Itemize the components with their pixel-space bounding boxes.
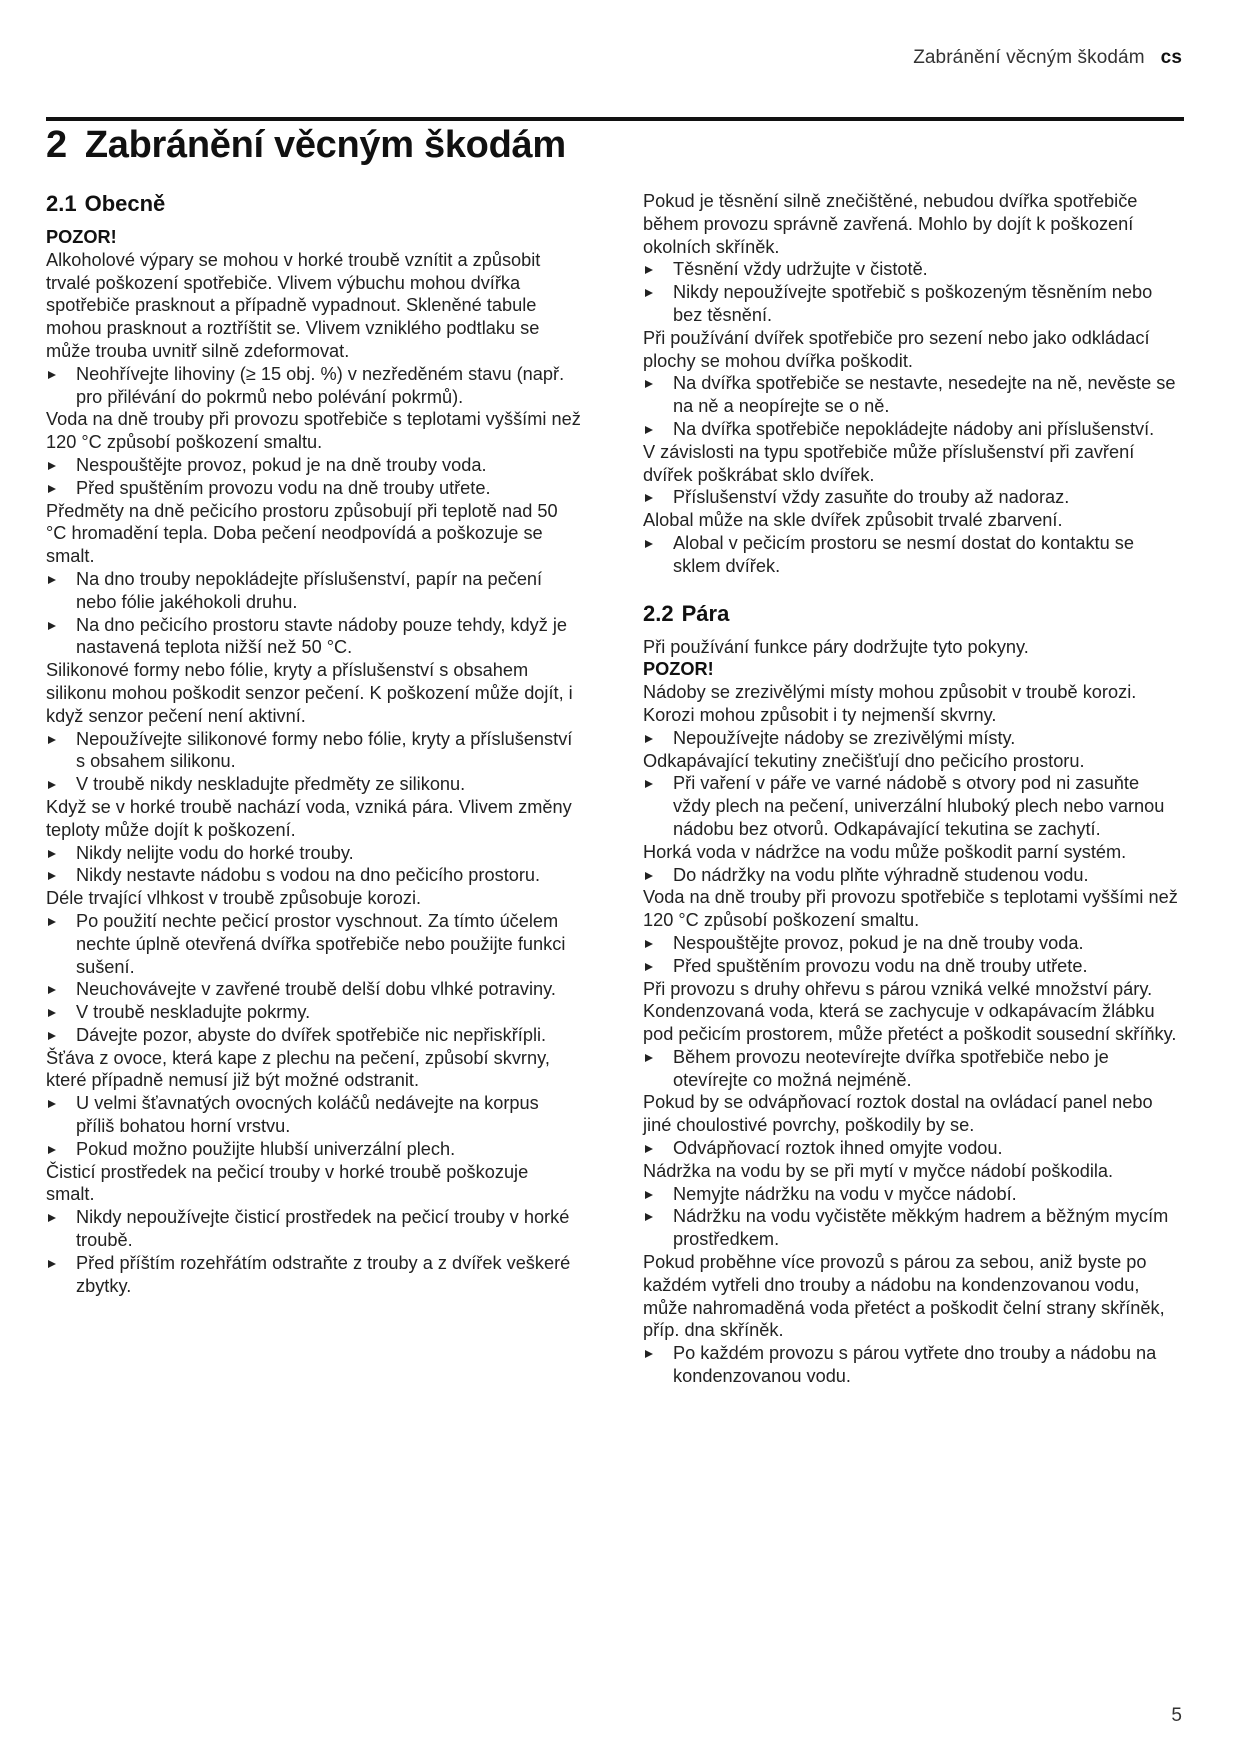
instruction-item: Při vaření v páře ve varné nádobě s otvory pod ni zasuňte vždy plech na pečení, univerzální hluboký plech nebo varnou nádobu bez otvorů. Odkapávající tekutina se zachytí. [643,772,1178,840]
running-header-title: Zabránění věcným škodám [913,47,1145,68]
instruction-item: Nikdy nelijte vodu do horké trouby. [46,842,581,865]
body-paragraph: Alkoholové výpary se mohou v horké troubě vznítit a způsobit trvalé poškození spotřebiče. Vlivem výbuchu mohou dvířka spotřebiče prasknout a případně vypadnout. Skleněné tabule mohou prasknout a roztříštit se. Vlivem vzniklého podtlaku se může trouba uvnitř silně zdeformovat. [46,249,541,361]
section-title-general [46,190,581,218]
instruction-item: Nepoužívejte silikonové formy nebo fólie, kryty a příslušenství s obsahem silikonu. [46,728,581,774]
instruction-list [46,568,581,659]
instruction-item: Nikdy nepoužívejte čisticí prostředek na pečicí trouby v horké troubě. [46,1206,581,1252]
instruction-list [643,864,1178,887]
body-paragraph: Silikonové formy nebo fólie, kryty a příslušenství s obsahem silikonu mohou poškodit senzor pečení. K poškození může dojít, i když senzor pečení není aktivní. [46,660,573,726]
instruction-list [643,1183,1178,1251]
instruction-list [643,727,1178,750]
instruction-item: Před spuštěním provozu vodu na dně trouby utřete. [46,477,581,500]
general-right-body [643,190,1178,578]
instruction-list [643,532,1178,578]
chapter-title [46,124,566,167]
body-paragraph: Čisticí prostředek na pečicí trouby v horké troubě poškozuje smalt. [46,1161,529,1205]
body-paragraph: Nádoby se zrezivělými místy mohou způsobit v troubě korozi. Korozi mohou způsobit i ty nejmenší skvrny. [643,682,1137,725]
body-paragraph: Předměty na dně pečicího prostoru způsobují při teplotě nad 50 °C hromadění tepla. Doba pečení neodpovídá a poškozuje se smalt. [46,500,558,567]
instruction-item: Neohřívejte lihoviny (≥ 15 obj. %) v nezředěném stavu (např. pro přilévání do pokrmů nebo polévání pokrmů). [46,363,581,409]
language-code: cs [1160,47,1182,68]
warning-label: POZOR! [46,227,117,247]
instruction-list [46,1206,581,1297]
instruction-item: Těsnění vždy udržujte v čistotě. [643,258,1178,281]
instruction-item: U velmi šťavnatých ovocných koláčů nedávejte na korpus příliš bohatou horní vrstvu. [46,1092,581,1138]
instruction-item: Nádržku na vodu vyčistěte měkkým hadrem a běžným mycím prostředkem. [643,1205,1178,1251]
section-title-text: Obecně [84,191,166,216]
instruction-item: Na dvířka spotřebiče nepokládejte nádoby ani příslušenství. [643,418,1178,441]
warning-label: POZOR! [643,659,714,680]
instruction-list [643,1342,1178,1388]
body-paragraph: Při provozu s druhy ohřevu s párou vzniká velké množství páry. Kondenzovaná voda, která se zachycuje v odkapávacím žlábku pod pečicím prostorem, může přetéct a poškodit sousední skříňky. [643,978,1177,1045]
instruction-list [643,772,1178,840]
body-paragraph: Voda na dně trouby při provozu spotřebiče s teplotami vyššími než 120 °C způsobí poškození smaltu. [643,887,1178,931]
right-column [643,190,1178,1388]
body-paragraph: Pokud proběhne více provozů s párou za sebou, aniž byste po každém vytřeli dno trouby a nádobu na kondenzovanou vodu, může nahromaděná voda přetéct a poškodit čelní strany skříněk, příp. dna skříněk. [643,1252,1165,1341]
instruction-list [643,258,1178,326]
instruction-item: Během provozu neotevírejte dvířka spotřebiče nebo je otevírejte co možná nejméně. [643,1046,1178,1092]
page-number: 5 [1171,1705,1182,1726]
body-paragraph: Odkapávající tekutiny znečišťují dno pečicího prostoru. [643,750,1085,771]
instruction-item: Nemyjte nádržku na vodu v myčce nádobí. [643,1183,1178,1206]
running-header [913,47,1182,69]
section-title-text: Pára [681,600,730,626]
instruction-item: Alobal v pečicím prostoru se nesmí dostat do kontaktu se sklem dvířek. [643,532,1178,578]
instruction-list [643,932,1178,978]
steam-intro: Při používání funkce páry dodržujte tyto pokyny. [643,636,1029,657]
chapter-number: 2 [46,124,67,166]
instruction-item: Neuchovávejte v zavřené troubě delší dobu vlhké potraviny. [46,978,581,1001]
instruction-list [643,1046,1178,1092]
body-paragraph: Horká voda v nádržce na vodu může poškodit parní systém. [643,841,1127,862]
instruction-item: Nespouštějte provoz, pokud je na dně trouby voda. [643,932,1178,955]
instruction-item: Dávejte pozor, abyste do dvířek spotřebiče nic nepřiskřípli. [46,1024,581,1047]
body-paragraph: Pokud je těsnění silně znečištěné, nebudou dvířka spotřebiče během provozu správně zavřená. Mohlo by dojít k poškození okolních skříněk. [643,191,1138,257]
instruction-list [46,728,581,796]
general-left-body [46,249,581,1298]
instruction-list [46,454,581,500]
instruction-item: Nepoužívejte nádoby se zrezivělými místy. [643,727,1178,750]
instruction-item: V troubě nikdy neskladujte předměty ze silikonu. [46,773,581,796]
instruction-item: Nikdy nepoužívejte spotřebič s poškozeným těsněním nebo bez těsnění. [643,281,1178,327]
instruction-list [46,363,581,409]
body-paragraph: Nádržka na vodu by se při mytí v myčce nádobí poškodila. [643,1160,1114,1181]
body-paragraph: Voda na dně trouby při provozu spotřebiče s teplotami vyššími než 120 °C způsobí poškození smaltu. [46,409,581,453]
instruction-item: Na dno pečicího prostoru stavte nádoby pouze tehdy, když je nastavená teplota nižší než 50 °C. [46,614,581,660]
body-paragraph: Déle trvající vlhkost v troubě způsobuje korozi. [46,888,422,909]
body-paragraph: Když se v horké troubě nachází voda, vzniká pára. Vlivem změny teploty může dojít k poškození. [46,796,572,840]
body-paragraph: Alobal může na skle dvířek způsobit trvalé zbarvení. [643,510,1063,531]
instruction-item: Nespouštějte provoz, pokud je na dně trouby voda. [46,454,581,477]
body-paragraph: V závislosti na typu spotřebiče může příslušenství při zavření dvířek poškrábat sklo dvířek. [643,441,1135,485]
steam-body [643,681,1178,1388]
instruction-item: Před spuštěním provozu vodu na dně trouby utřete. [643,955,1178,978]
left-column [46,190,581,1297]
chapter-title-text: Zabránění věcným škodám [84,124,566,166]
header-rule [46,117,1184,121]
instruction-item: Odvápňovací roztok ihned omyjte vodou. [643,1137,1178,1160]
instruction-list [643,372,1178,440]
instruction-item: Na dno trouby nepokládejte příslušenství, papír na pečení nebo fólie jakéhokoli druhu. [46,568,581,614]
instruction-item: Do nádržky na vodu plňte výhradně studenou vodu. [643,864,1178,887]
instruction-item: Příslušenství vždy zasuňte do trouby až nadoraz. [643,486,1178,509]
instruction-item: Po každém provozu s párou vytřete dno trouby a nádobu na kondenzovanou vodu. [643,1342,1178,1388]
instruction-list [643,486,1178,509]
instruction-list [46,1092,581,1160]
instruction-list [46,842,581,888]
section-number: 2.1 [46,191,77,216]
body-paragraph: Pokud by se odvápňovací roztok dostal na ovládací panel nebo jiné choulostivé povrchy, poškodily by se. [643,1092,1153,1136]
instruction-item: V troubě neskladujte pokrmy. [46,1001,581,1024]
body-paragraph: Šťáva z ovoce, která kape z plechu na pečení, způsobí skvrny, které případně nemusí již být možné odstranit. [46,1047,550,1091]
instruction-list [643,1137,1178,1160]
instruction-item: Na dvířka spotřebiče se nestavte, nesedejte na ně, nevěste se na ně a neopírejte se o ně. [643,372,1178,418]
instruction-list [46,910,581,1047]
instruction-item: Po použití nechte pečicí prostor vyschnout. Za tímto účelem nechte úplně otevřená dvířka spotřebiče nebo použijte funkci sušení. [46,910,581,978]
instruction-item: Před příštím rozehřátím odstraňte z trouby a z dvířek veškeré zbytky. [46,1252,581,1298]
section-title-steam [643,600,1178,628]
section-number: 2.2 [643,600,674,626]
instruction-item: Nikdy nestavte nádobu s vodou na dno pečicího prostoru. [46,864,581,887]
body-paragraph: Při používání dvířek spotřebiče pro sezení nebo jako odkládací plochy se mohou dvířka poškodit. [643,327,1150,371]
instruction-item: Pokud možno použijte hlubší univerzální plech. [46,1138,581,1161]
